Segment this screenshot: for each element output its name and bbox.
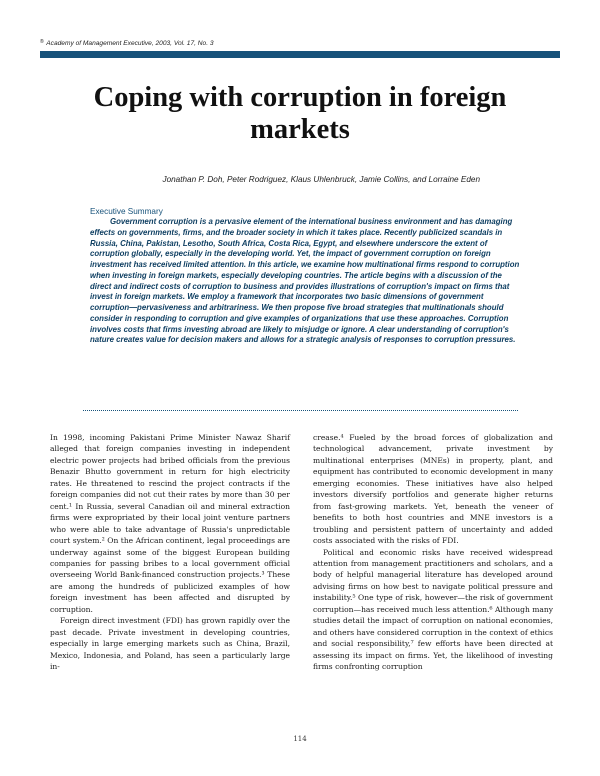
executive-summary: [83, 206, 519, 346]
summary-divider: [83, 410, 518, 411]
page-number: 114: [293, 735, 307, 743]
journal-citation: [40, 39, 560, 47]
article-title: Coping with corruption in foreign markets: [93, 82, 507, 145]
body-paragraph: Foreign direct investment (FDI) has grown rapidly over the past decade. Private investment in developing countries, especially in large emerging markets such as China, Brazil, Mexico, Indonesia, and Poland, has seen a particularly large in-: [50, 616, 290, 672]
body-paragraph: crease.⁴ Fueled by the broad forces of globalization and technological advancement, private investment by multinational enterprises (MNEs) in property, plant, and equipment has contributed to economic development in many emerging economies. These initiatives have also helped investors diversify portfolios and generate higher returns from fast-growing markets. Yet, beneath the veneer of benefits to both host countries and MNE investors is a troubling and persistent pattern of uncertainty and added costs associated with the risks of FDI.: [313, 433, 553, 546]
registered-mark: ®: [40, 39, 44, 45]
author-list: Jonathan P. Doh, Peter Rodriguez, Klaus Uhlenbruck, Jamie Collins, and Lorraine Eden: [162, 175, 480, 184]
body-column-right: [313, 432, 553, 673]
journal-citation-text: Academy of Management Executive, 2003, Vol. 17, No. 3: [46, 40, 214, 47]
summary-text: Government corruption is a pervasive element of the international business environment and has damaging effects on governments, firms, and the broader society in which it takes place. Recently publicized scandals in Russia, China, Pakistan, Lesotho, South Africa, Costa Rica, Egypt, and elsewhere underscore the extent of corruption globally, especially in the developing world. Yet, the impact of government corruption on foreign investment has received limited attention. In this article, we examine how multinational firms respond to corruption when investing in foreign markets, especially developing countries. The article begins with a discussion of the direct and indirect costs of corruption to business and provides illustrations of corruption's impact on firms that invest in foreign markets. We employ a framework that incorporates two basic dimensions of government corruption—pervasiveness and arbitrariness. We then propose five broad strategies that multinationals should consider in responding to corruption and give examples of organizations that use these approaches. Corruption involves costs that firms investing abroad are likely to misjudge or ignore. A clear understanding of corruption's nature creates value for decision makers and allows for a strategic analysis of responses to corruption pressures.: [90, 217, 520, 345]
body-paragraph: In 1998, incoming Pakistani Prime Minister Nawaz Sharif alleged that foreign companies investing in independent electric power projects had bribed officials from the previous Benazir Bhutto government in return for high electricity rates. He threatened to rescind the project contracts if the foreign companies did not cut their rates by more than 30 per cent.¹ In Russia, several Canadian oil and mineral extraction firms were expropriated by their local joint venture partners who were able to take advantage of Russia's unpredictable court system.² On the African continent, legal proceedings are underway against some of the biggest European building companies for passing bribes to a local government official overseeing World Bank-financed construction projects.³ These are among the hundreds of publicized examples of how foreign investment has been affected and disrupted by corruption.: [50, 433, 290, 614]
body-column-left: [50, 432, 290, 673]
body-paragraph: Political and economic risks have received widespread attention from management practitioners and scholars, and a body of helpful managerial literature has developed around advising firms on how best to navigate political pressure and instability.⁵ One type of risk, however—the risk of government corruption—has received much less attention.⁶ Although many studies detail the impact of corruption on national economies, and others have considered corruption in the context of ethics and social responsibility,⁷ few efforts have been directed at assessing its impact on firms. Yet, the likelihood of investing firms confronting corruption: [313, 547, 553, 672]
summary-heading: Executive Summary: [90, 207, 163, 216]
header-rule: [40, 51, 560, 58]
